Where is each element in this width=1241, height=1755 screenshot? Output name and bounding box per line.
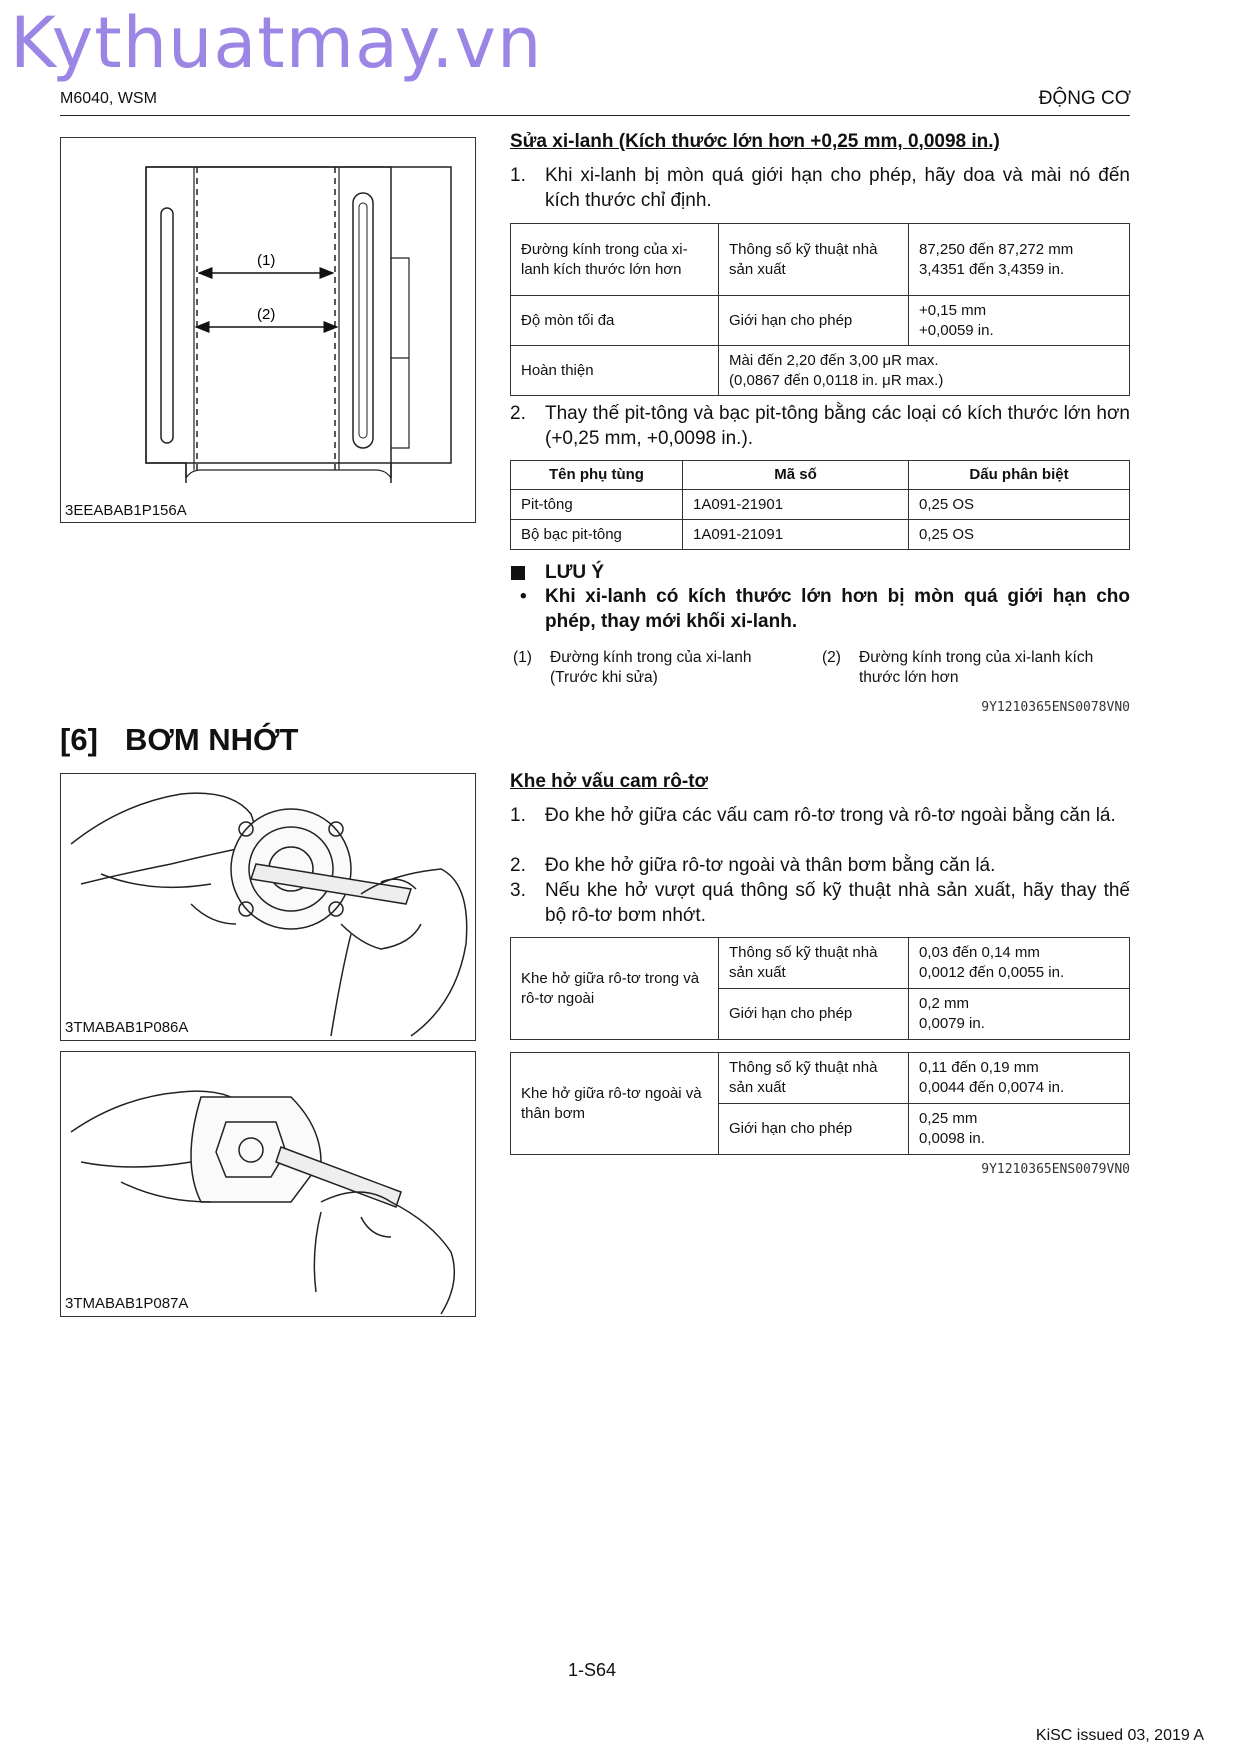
step-number: 3. <box>510 880 526 901</box>
table-cell: 0,25 OS <box>909 520 1130 550</box>
step-number: 2. <box>510 403 526 424</box>
spec-value: (0,0867 đến 0,0118 in. μR max.) <box>729 371 944 389</box>
section-heading: BƠM NHỚT <box>125 722 299 757</box>
table-header: Mã số <box>683 461 909 490</box>
spec-value: 0,2 mm <box>919 995 970 1012</box>
doc-code: 9Y1210365ENS0078VN0 <box>981 700 1130 715</box>
header-rule <box>60 115 1130 116</box>
clearance-table-outer <box>510 1052 1130 1155</box>
spec-cell: Giới hạn cho phép <box>719 989 909 1040</box>
note-title: LƯU Ý <box>545 562 605 583</box>
step-number: 1. <box>510 805 526 826</box>
watermark: Kythuatmay.vn <box>10 2 543 84</box>
step-text: Khi xi-lanh bị mòn quá giới hạn cho phép, hãy doa và mài nó đến kích thước chỉ định. <box>545 165 1130 211</box>
spec-value: 87,250 đến 87,272 mm <box>919 240 1074 258</box>
spec-value: +0,0059 in. <box>919 321 994 339</box>
legend-text: Đường kính trong của xi-lanh kích thước lớn hơn <box>859 649 1094 686</box>
step-number: 1. <box>510 165 526 186</box>
step-text: Thay thế pit-tông và bạc pit-tông bằng các loại có kích thước lớn hơn (+0,25 mm, +0,0098 in.). <box>545 403 1130 449</box>
spec-cell <box>909 989 1130 1040</box>
spec-cell: Khe hở giữa rô-tơ ngoài và thân bơm <box>511 1053 719 1155</box>
table-cell: Pit-tông <box>511 490 683 520</box>
subsection-title: Khe hở vấu cam rô-tơ <box>510 771 709 792</box>
table-cell: 1A091-21901 <box>683 490 909 520</box>
dim-label-2: (2) <box>257 306 276 323</box>
table-row <box>511 490 1130 520</box>
spec-value: Mài đến 2,20 đến 3,00 μR max. <box>729 351 939 369</box>
spec-cell: Giới hạn cho phép <box>719 1104 909 1155</box>
spec-value: 0,0012 đến 0,0055 in. <box>919 964 1065 981</box>
section-title: Sửa xi-lanh (Kích thước lớn hơn +0,25 mm, 0,0098 in.) <box>510 131 1000 152</box>
spec-table <box>510 223 1130 396</box>
spec-cell <box>909 938 1130 989</box>
table-cell: Bộ bạc pit-tông <box>511 520 683 550</box>
spec-cell <box>909 1053 1130 1104</box>
step-item <box>510 853 1130 878</box>
table-header: Tên phụ tùng <box>511 461 683 490</box>
step-item <box>510 401 1130 451</box>
figure-code: 3TMABAB1P087A <box>65 1295 189 1312</box>
header-chapter: ĐỘNG CƠ <box>1038 88 1131 109</box>
legend-number: (1) <box>513 649 532 666</box>
spec-value: +0,15 mm <box>919 301 987 319</box>
spec-cell: Thông số kỹ thuật nhà sản xuất <box>719 224 909 296</box>
spec-cell: Khe hở giữa rô-tơ trong và rô-tơ ngoài <box>511 938 719 1040</box>
note-square-icon <box>511 566 525 580</box>
table-header: Dấu phân biệt <box>909 461 1130 490</box>
issue-info: KiSC issued 03, 2019 A <box>1035 1727 1204 1744</box>
spec-cell: Đường kính trong của xi-lanh kích thước lớn hơn <box>511 224 719 296</box>
dim-label-1: (1) <box>257 252 276 269</box>
spec-value: 0,03 đến 0,14 mm <box>919 944 1040 961</box>
bullet-icon: • <box>520 586 527 607</box>
cylinder-figure <box>60 137 476 523</box>
spec-cell: Hoàn thiện <box>511 346 719 396</box>
oil-pump-photo-1 <box>60 773 476 1041</box>
figure-code: 3EEABAB1P156A <box>65 502 187 519</box>
spec-value: 0,11 đến 0,19 mm <box>919 1059 1039 1076</box>
spec-value: 0,25 mm <box>919 1110 978 1127</box>
spec-value: 0,0079 in. <box>919 1015 985 1032</box>
spec-cell: Thông số kỹ thuật nhà sản xuất <box>719 1053 909 1104</box>
header-model: M6040, WSM <box>60 90 157 107</box>
table-row <box>511 520 1130 550</box>
spec-value: 0,0044 đến 0,0074 in. <box>919 1079 1065 1096</box>
step-text: Đo khe hở giữa rô-tơ ngoài và thân bơm bằng căn lá. <box>545 855 996 876</box>
step-item <box>510 163 1130 213</box>
spec-cell <box>909 296 1130 346</box>
step-number: 2. <box>510 855 526 876</box>
oil-pump-photo-2 <box>60 1051 476 1317</box>
table-cell: 1A091-21091 <box>683 520 909 550</box>
spec-cell <box>909 224 1130 296</box>
clearance-table-inner <box>510 937 1130 1040</box>
pump-body-gauge-illustration <box>61 1052 475 1316</box>
table-cell: 0,25 OS <box>909 490 1130 520</box>
spec-cell: Độ mòn tối đa <box>511 296 719 346</box>
doc-code: 9Y1210365ENS0079VN0 <box>981 1162 1130 1177</box>
spec-cell: Thông số kỹ thuật nhà sản xuất <box>719 938 909 989</box>
page-number: 1-S64 <box>568 1660 617 1680</box>
spec-value: 3,4351 đến 3,4359 in. <box>919 260 1065 278</box>
legend-text: Đường kính trong của xi-lanh (Trước khi sửa) <box>550 649 752 686</box>
spec-cell <box>909 1104 1130 1155</box>
figure-code: 3TMABAB1P086A <box>65 1019 189 1036</box>
spec-cell: Giới hạn cho phép <box>719 296 909 346</box>
spec-cell <box>719 346 1130 396</box>
section-number: [6] <box>60 722 98 757</box>
step-item <box>510 803 1130 853</box>
pump-feeler-gauge-illustration <box>61 774 475 1040</box>
note-text: Khi xi-lanh có kích thước lớn hơn bị mòn quá giới hạn cho phép, thay mới khối xi-lanh. <box>545 586 1130 632</box>
spec-value: 0,0098 in. <box>919 1130 985 1147</box>
legend-number: (2) <box>822 649 841 666</box>
step-text: Đo khe hở giữa các vấu cam rô-tơ trong và rô-tơ ngoài bằng căn lá. <box>545 805 1116 826</box>
step-item <box>510 878 1130 928</box>
cylinder-diagram <box>61 138 475 522</box>
parts-table <box>510 460 1130 550</box>
step-text: Nếu khe hở vượt quá thông số kỹ thuật nhà sản xuất, hãy thay thế bộ rô-tơ bơm nhớt. <box>545 880 1130 926</box>
